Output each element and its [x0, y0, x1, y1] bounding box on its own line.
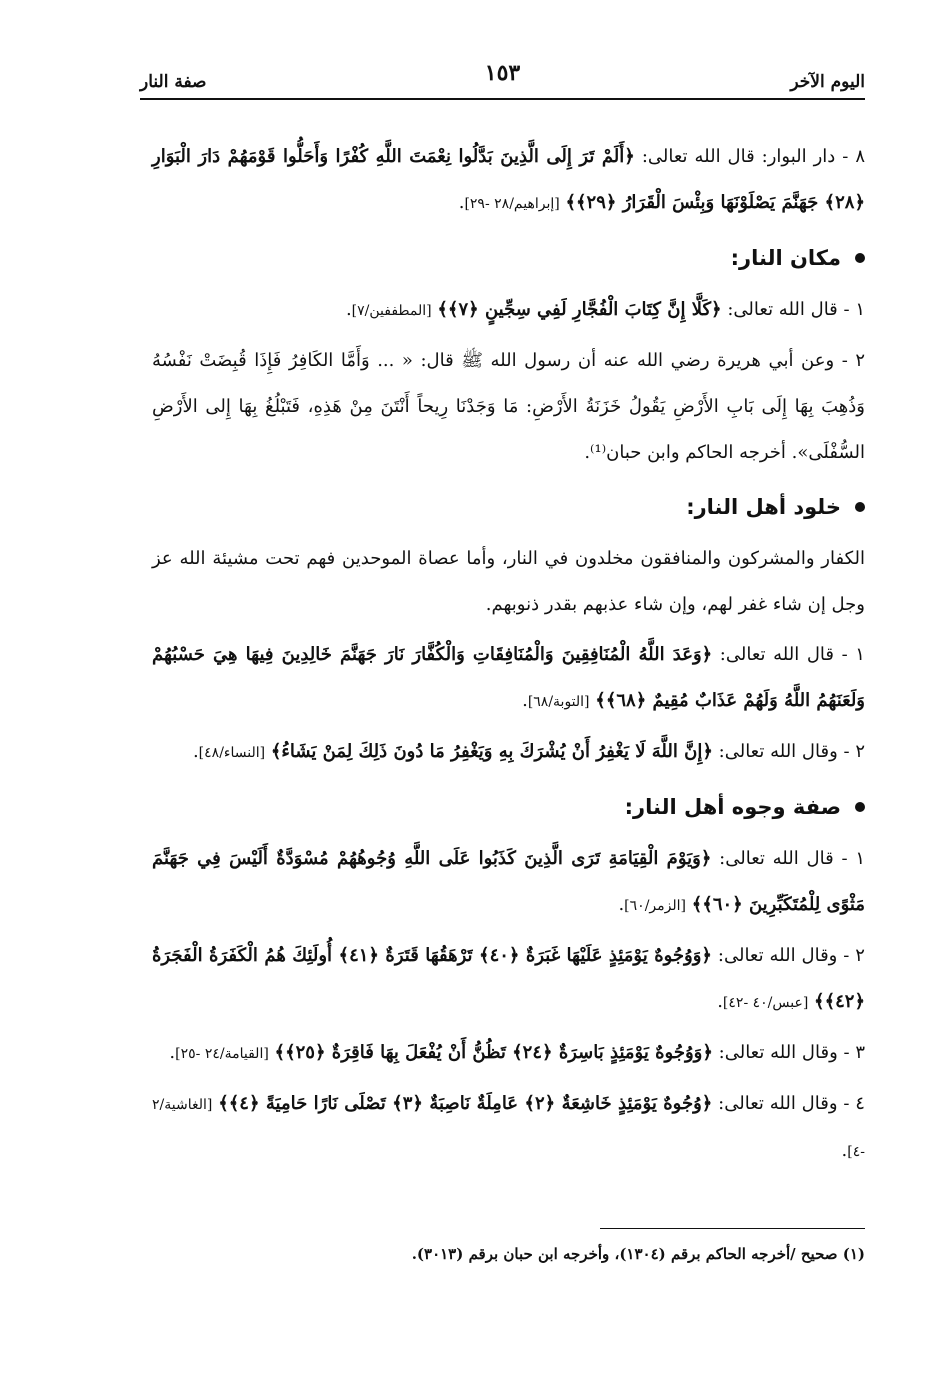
paragraph-text: وقال الله تعالى: [718, 1042, 838, 1063]
paragraph-text: وقال الله تعالى: [718, 1093, 838, 1114]
verse-reference: [الغاشية/٢ -٤] [152, 1097, 865, 1160]
verse-reference: [النساء/٤٨] [198, 745, 266, 761]
chapter-title: صفة النار [140, 72, 207, 92]
section-heading [152, 784, 865, 830]
item-number: ١ - [843, 299, 865, 320]
item-number: ١ - [841, 848, 865, 869]
bullet-icon [855, 253, 865, 263]
punctuation: . [169, 1042, 176, 1063]
quran-verse: ﴿أَلَمْ تَرَ إِلَى الَّذِينَ بَدَّلُوا نِعْمَتَ اللَّهِ كُفْرًا وَأَحَلُّوا قَوْمَهُمْ دَارَ الْبَوَارِ ﴿٢٨﴾ جَهَنَّمَ يَصْلَوْنَهَا وَبِئْسَ الْقَرَارُ ﴿٢٩﴾﴾ [152, 146, 865, 213]
punctuation: . [192, 741, 199, 762]
paragraph [152, 536, 865, 628]
paragraph-text: قال الله تعالى: [719, 848, 834, 869]
paragraph [152, 134, 865, 227]
item-number: ٢ - [843, 741, 865, 762]
paragraph [152, 287, 865, 334]
punctuation: . [458, 192, 465, 213]
paragraph-text: وقال الله تعالى: [717, 945, 838, 966]
paragraph-text: قال الله تعالى: [727, 299, 838, 320]
paragraph-text: دار البوار: قال الله تعالى: [641, 146, 836, 167]
page-number: ١٥٣ [484, 60, 521, 86]
footnote: (١) صحيح /أخرجه الحاكم برقم (١٣٠٤)، وأخرجه ابن حبان برقم (٣٠١٣). [411, 1245, 865, 1263]
paragraph-text: وقال الله تعالى: [718, 741, 838, 762]
punctuation: . [618, 894, 625, 915]
verse-reference: [القيامة/٢٤ -٢٥] [175, 1046, 269, 1062]
quran-verse: ﴿وَوُجُوهٌ يَوْمَئِذٍ عَلَيْهَا غَبَرَةٌ ﴿٤٠﴾ تَرْهَقُهَا قَتَرَةٌ ﴿٤١﴾ أُولَئِكَ هُمُ الْكَفَرَةُ الْفَجَرَةُ ﴿٤٢﴾﴾ [152, 945, 865, 1012]
section-heading-text: خلود أهل النار: [686, 495, 841, 519]
section-heading-text: صفة وجوه أهل النار: [624, 795, 841, 819]
paragraph-text: قال الله تعالى: [719, 644, 834, 665]
book-title: اليوم الآخر [790, 72, 865, 92]
punctuation: . [841, 1140, 848, 1161]
paragraph [152, 729, 865, 776]
quran-verse: ﴿إِنَّ اللَّهَ لَا يَغْفِرُ أَنْ يُشْرَكَ بِهِ وَيَغْفِرُ مَا دُونَ ذَلِكَ لِمَنْ يَشَاءُ﴾ [270, 741, 713, 762]
paragraph [152, 1030, 865, 1077]
item-number: ٨ - [842, 146, 865, 167]
paragraph [152, 338, 865, 476]
paragraph [152, 632, 865, 725]
quran-verse: ﴿وَيَوْمَ الْقِيَامَةِ تَرَى الَّذِينَ كَذَبُوا عَلَى اللَّهِ وُجُوهُهُمْ مُسْوَدَّةٌ أَلَيْسَ فِي جَهَنَّمَ مَثْوًى لِلْمُتَكَبِّرِينَ ﴿٦٠﴾﴾ [152, 848, 865, 915]
item-number: ٢ - [843, 945, 865, 966]
paragraph-text: وعن أبي هريرة رضي الله عنه أن رسول الله ﷺ قال: « ... وَأَمَّا الكَافِرُ فَإِذَا قُبِضَتْ نَفْسُهُ وَذُهِبَ بِهَا إِلَى بَابِ الأَرْضِ يَقُولُ خَزَنَةُ الأَرْضِ: مَا وَجَدْنَا رِيحاً أَنْتَنَ مِنْ هَذِهِ، فَتَبْلُغُ بِهَا إِلى الأَرْضِ السُّفْلَى». أخرجه الحاكم وابن حبان⁽¹⁾. [152, 350, 865, 463]
quran-verse: ﴿وَعَدَ اللَّهُ الْمُنَافِقِينَ وَالْمُنَافِقَاتِ وَالْكُفَّارَ نَارَ جَهَنَّمَ خَالِدِينَ فِيهَا هِيَ حَسْبُهُمْ وَلَعَنَهُمُ اللَّهُ وَلَهُمْ عَذَابٌ مُقِيمٌ ﴿٦٨﴾﴾ [152, 644, 865, 711]
verse-reference: [إبراهيم/٢٨ -٢٩] [464, 196, 560, 212]
punctuation: . [345, 299, 352, 320]
item-number: ٤ - [843, 1093, 865, 1114]
paragraph [152, 933, 865, 1026]
punctuation: . [717, 991, 723, 1012]
punctuation: . [522, 690, 528, 711]
verse-reference: [الزمر/٦٠] [624, 898, 686, 914]
bullet-icon [855, 802, 865, 812]
item-number: ١ - [841, 644, 865, 665]
item-number: ٣ - [843, 1042, 865, 1063]
section-heading [152, 484, 865, 530]
quran-verse: ﴿وَوُجُوهٌ يَوْمَئِذٍ بَاسِرَةٌ ﴿٢٤﴾ تَظُنُّ أَنْ يُفْعَلَ بِهَا فَاقِرَةٌ ﴿٢٥﴾﴾ [274, 1042, 713, 1063]
page-header [140, 58, 865, 100]
paragraph [152, 1081, 865, 1175]
section-heading-text: مكان النار: [730, 246, 841, 270]
paragraph [152, 836, 865, 929]
bullet-icon [855, 502, 865, 512]
item-number: ٢ - [841, 350, 865, 371]
footnote-divider [600, 1228, 865, 1229]
verse-reference: [عبس/٤٠ -٤٢] [722, 995, 809, 1011]
verse-reference: [المطففين/٧] [351, 303, 432, 319]
paragraph-text: الكفار والمشركون والمنافقون مخلدون في النار، وأما عصاة الموحدين فهم تحت مشيئة الله عز وجل إن شاء غفر لهم، وإن شاء عذبهم بقدر ذنوبهم. [152, 548, 865, 615]
quran-verse: ﴿كَلَّا إِنَّ كِتَابَ الْفُجَّارِ لَفِي سِجِّينٍ ﴿٧﴾﴾ [437, 299, 722, 320]
quran-verse: ﴿وُجُوهٌ يَوْمَئِذٍ خَاشِعَةٌ ﴿٢﴾ عَامِلَةٌ نَاصِبَةٌ ﴿٣﴾ تَصْلَى نَارًا حَامِيَةً ﴿٤﴾﴾ [218, 1093, 713, 1114]
page-body [152, 134, 865, 1179]
section-heading [152, 235, 865, 281]
verse-reference: [التوبة/٦٨] [527, 694, 590, 710]
